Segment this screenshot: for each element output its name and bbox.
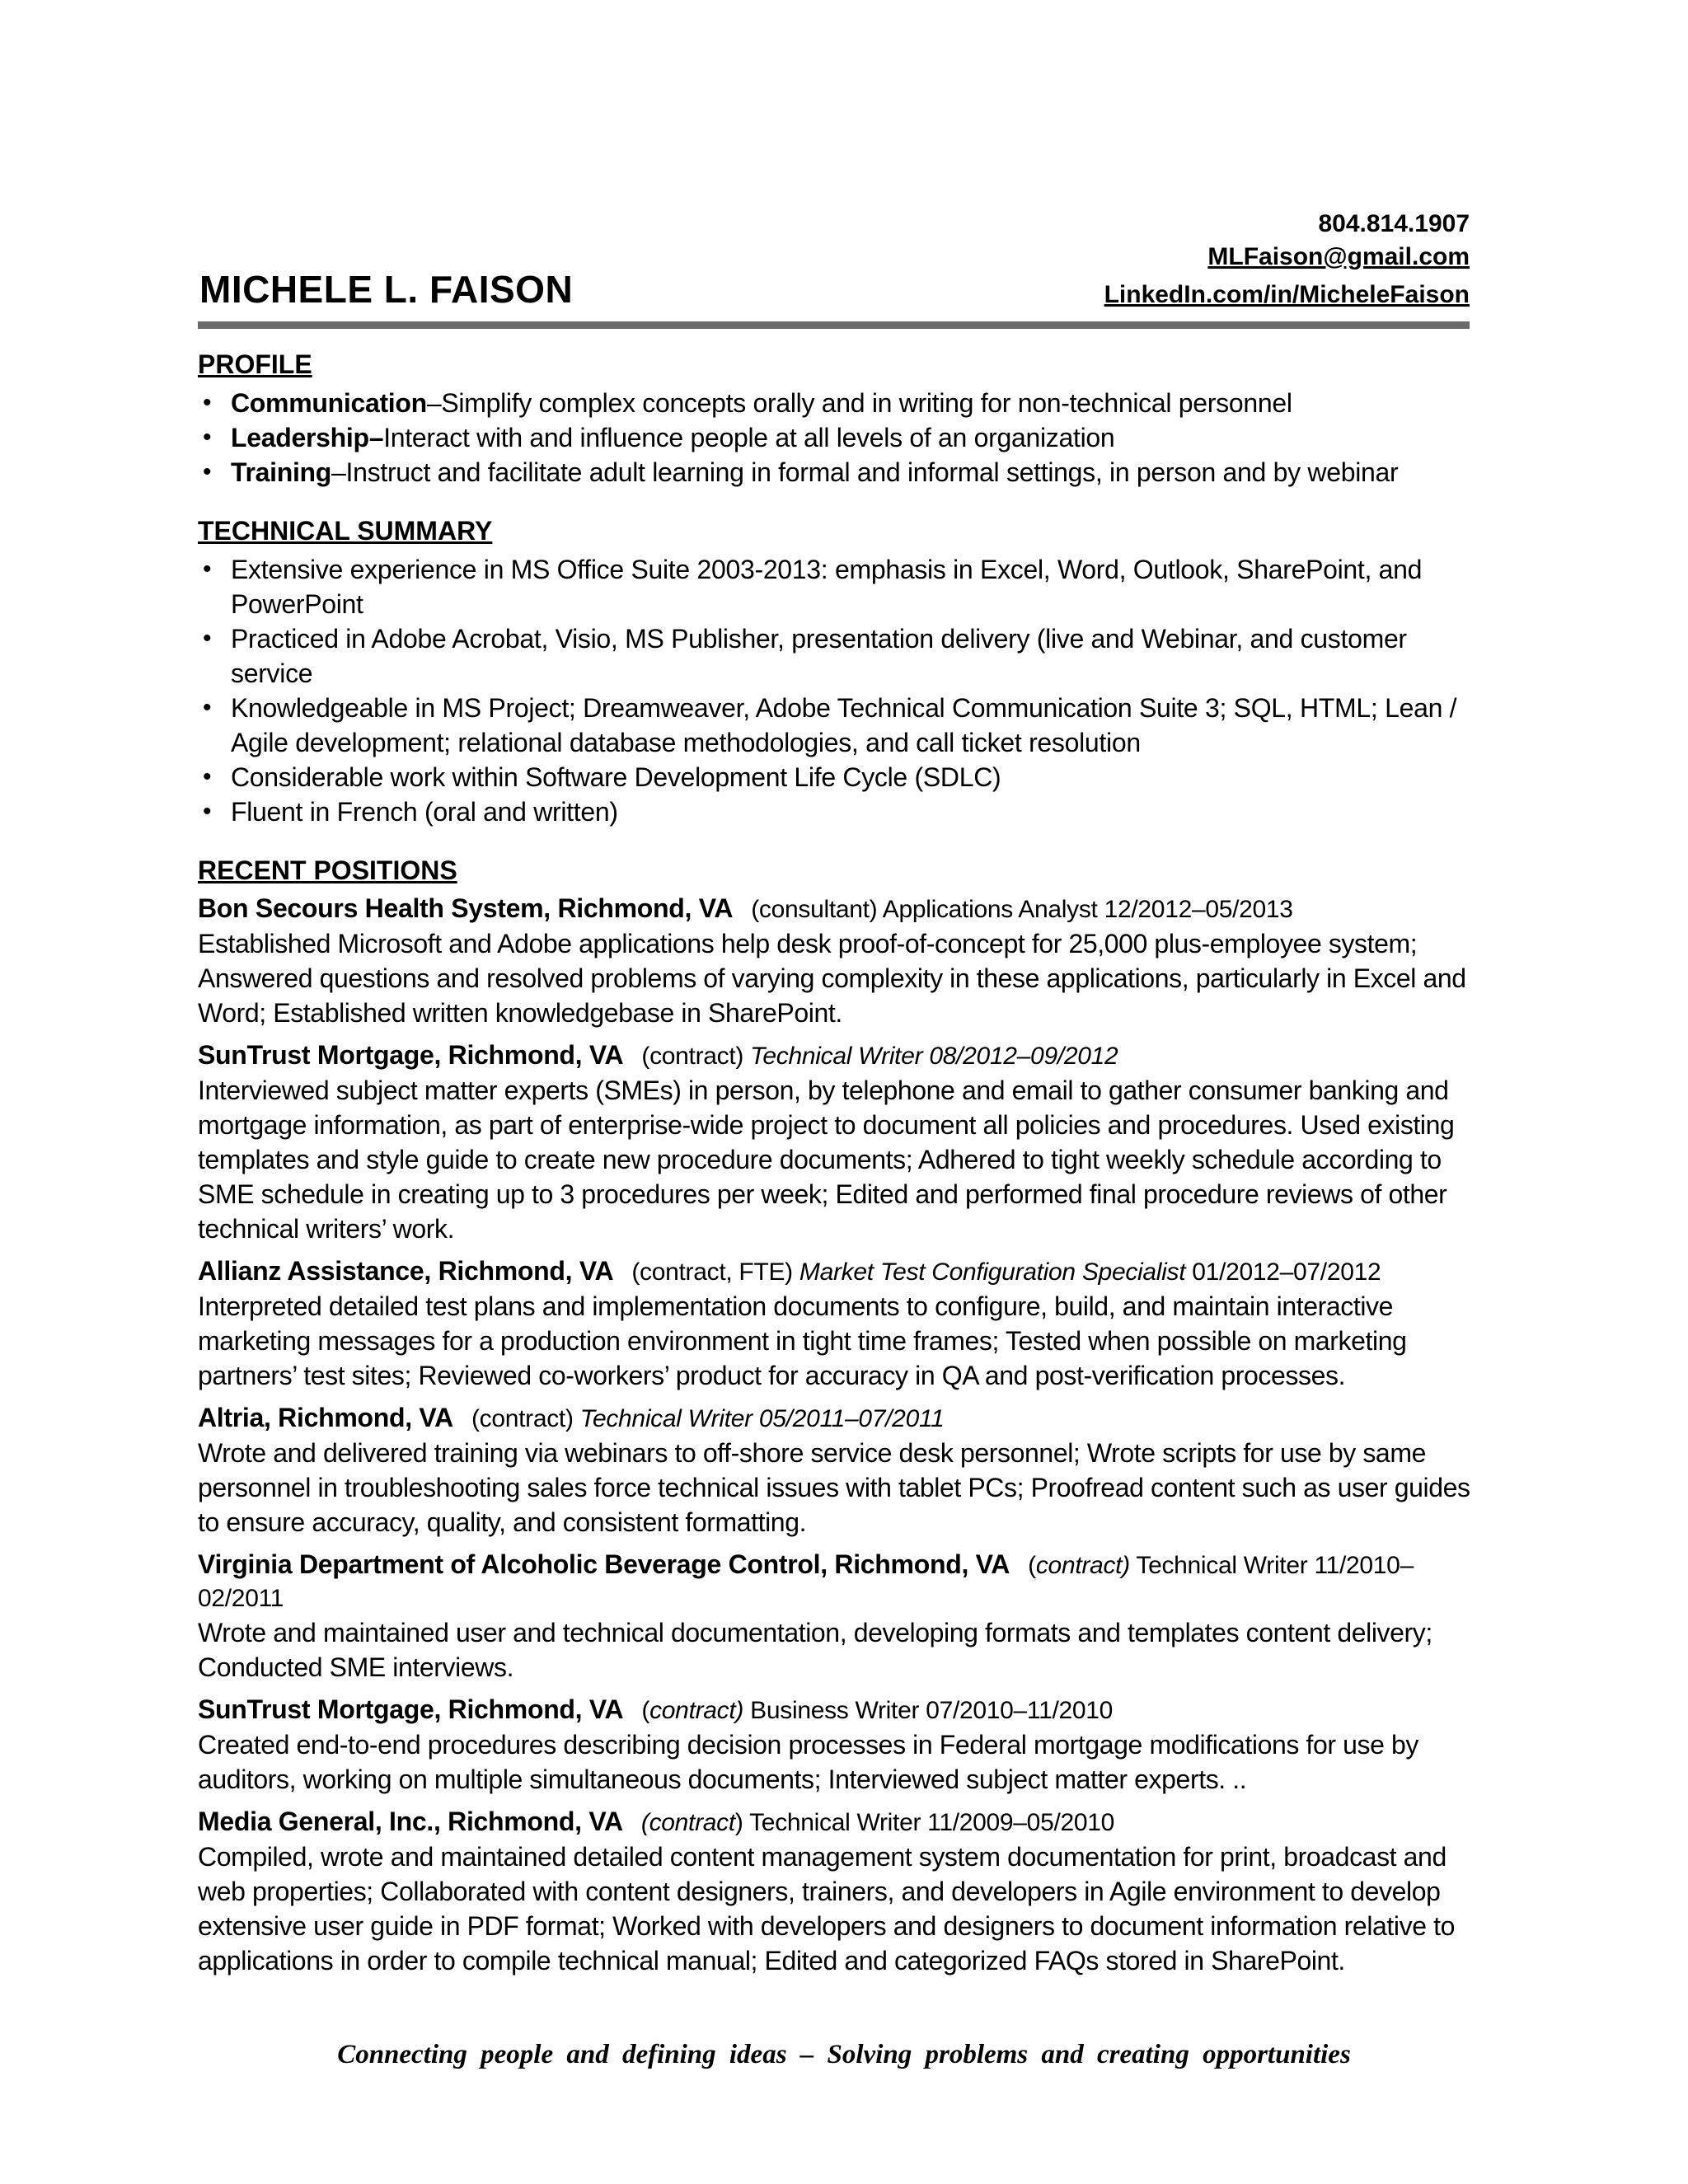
job-role: Market Test Configuration Specialist <box>799 1258 1186 1286</box>
profile-text: Interact with and influence people at all levels of an organization <box>383 423 1115 452</box>
list-item <box>198 386 1484 420</box>
job-type: (consultant) <box>751 896 878 923</box>
job-description: Interviewed subject matter experts (SMEs) in person, by telephone and email to gather consumer banking and mortgage information, as part of enterprise-wide project to document all policies and procedures. Used existing templates and style guide to create new procedure documents; Adhered to tight weekly schedule according to SME schedule in creating up to 3 procedures per week; Edited and performed final procedure reviews of other technical writers’ work. <box>198 1076 1455 1244</box>
job-type: (contract, FTE) <box>631 1258 793 1286</box>
job-header <box>198 892 1484 926</box>
profile-heading: PROFILE <box>198 349 312 379</box>
job-type: (contract) <box>640 1809 743 1836</box>
job-header <box>198 1038 1484 1073</box>
job-description: Compiled, wrote and maintained detailed content management system documentation for print, broadcast and web properties; Collaborated with content designers, trainers, and developers in Agile environment to develop extensive user guide in PDF format; Worked with developers and designers to document information relative to applications in order to compile technical manual; Edited and categorized FAQs stored in SharePoint. <box>198 1842 1456 1975</box>
job-type: (contract) <box>1028 1552 1130 1579</box>
job-role: Applications Analyst 12/2012–05/2013 <box>882 896 1293 923</box>
list-item: • Extensive experience in MS Office Suite 2003-2013: emphasis in Excel, Word, Outlook, SharePoint, and PowerPoint <box>198 552 1484 621</box>
technical-summary-list <box>198 552 1484 829</box>
candidate-name: MICHELE L. FAISON <box>199 268 574 311</box>
job-header <box>198 1401 1484 1436</box>
job-company: SunTrust Mortgage, Richmond, VA <box>198 1040 624 1070</box>
job-type: (contract) <box>471 1405 574 1432</box>
linkedin-link[interactable]: LinkedIn.com/in/MicheleFaison <box>1104 281 1470 308</box>
job-description: Interpreted detailed test plans and implementation documents to configure, build, and maintain interactive marketing messages for a production environment in tight time frames; Tested when possible on marketing partners’ test sites; Reviewed co-workers’ product for accuracy in QA and post-verification processes. <box>198 1291 1407 1390</box>
job-header <box>198 1548 1484 1615</box>
job-company: SunTrust Mortgage, Richmond, VA <box>198 1694 624 1724</box>
footer-tagline: Connecting people and defining ideas – Solving problems and creating opportunities <box>337 2040 1351 2069</box>
list-item <box>198 420 1484 455</box>
list-item: • Considerable work within Software Development Life Cycle (SDLC) <box>198 760 1484 794</box>
email-link[interactable]: MLFaison@gmail.com <box>1207 243 1470 270</box>
list-item: • Fluent in French (oral and written) <box>198 794 1484 829</box>
list-item: • Knowledgeable in MS Project; Dreamweaver, Adobe Technical Communication Suite 3; SQL, HTML; Lean / Agile development; relational database methodologies, and call ticket resolution <box>198 691 1484 760</box>
contact-block <box>1104 208 1470 312</box>
job-description: Established Microsoft and Adobe applications help desk proof-of-concept for 25,000 plus-employee system; Answered questions and resolved problems of varying complexity in these applications, particularly in Excel and Word; Established written knowledgebase in SharePoint. <box>198 929 1466 1028</box>
job-entry <box>198 1254 1484 1393</box>
job-header <box>198 1805 1484 1840</box>
resume-body <box>198 346 1484 1978</box>
profile-list <box>198 386 1484 490</box>
job-header <box>198 1254 1484 1289</box>
list-item: • Practiced in Adobe Acrobat, Visio, MS Publisher, presentation delivery (live and Webinar, and customer service <box>198 621 1484 691</box>
phone-number: 804.814.1907 <box>1318 210 1470 237</box>
header-divider <box>198 321 1470 329</box>
profile-text: –Instruct and facilitate adult learning in formal and informal settings, in person and by webinar <box>331 457 1399 487</box>
job-company: Altria, Richmond, VA <box>198 1403 453 1432</box>
technical-summary-section <box>198 513 1484 829</box>
job-entry <box>198 1805 1484 1978</box>
job-dates: 01/2012–07/2012 <box>1192 1258 1381 1286</box>
list-item <box>198 455 1484 490</box>
recent-positions-heading: RECENT POSITIONS <box>198 855 457 885</box>
profile-section <box>198 346 1484 490</box>
job-entry <box>198 1401 1484 1540</box>
job-entry <box>198 892 1484 1030</box>
job-company: Media General, Inc., Richmond, VA <box>198 1807 623 1836</box>
job-role: Technical Writer 11/2009–05/2010 <box>749 1809 1115 1836</box>
jobs-list <box>198 892 1484 1978</box>
job-type: (contract) <box>641 1043 744 1070</box>
job-entry <box>198 1038 1484 1246</box>
job-description: Wrote and maintained user and technical documentation, developing formats and templates content delivery; Conducted SME interviews. <box>198 1618 1432 1682</box>
recent-positions-section <box>198 852 1484 1978</box>
job-role: Technical Writer 11/2010–02/2011 <box>198 1552 1414 1612</box>
profile-text: –Simplify complex concepts orally and in writing for non-technical personnel <box>426 388 1292 418</box>
job-description: Created end-to-end procedures describing decision processes in Federal mortgage modifications for use by auditors, working on multiple simultaneous documents; Interviewed subject matter experts. .. <box>198 1730 1418 1794</box>
job-company: Bon Secours Health System, Richmond, VA <box>198 893 734 923</box>
job-header <box>198 1693 1484 1727</box>
job-entry <box>198 1548 1484 1685</box>
job-role: Business Writer 07/2010–11/2010 <box>750 1697 1114 1724</box>
job-company: Allianz Assistance, Richmond, VA <box>198 1256 614 1286</box>
job-entry <box>198 1693 1484 1797</box>
job-role: Technical Writer 05/2011–07/2011 <box>579 1405 945 1432</box>
job-role: Technical Writer 08/2012–09/2012 <box>750 1043 1118 1070</box>
technical-summary-heading: TECHNICAL SUMMARY <box>198 516 493 546</box>
job-type: (contract) <box>641 1697 744 1724</box>
profile-label: Training <box>231 457 332 487</box>
profile-label: Communication <box>231 388 427 418</box>
job-company: Virginia Department of Alcoholic Beverage Control, Richmond, VA <box>198 1549 1010 1579</box>
profile-label: Leadership– <box>231 423 384 452</box>
job-description: Wrote and delivered training via webinars to off-shore service desk personnel; Wrote scripts for use by same personnel in troubleshooting sales force technical issues with tablet PCs; Proofread content such as user guides to ensure accuracy, quality, and consistent formatting. <box>198 1438 1470 1537</box>
